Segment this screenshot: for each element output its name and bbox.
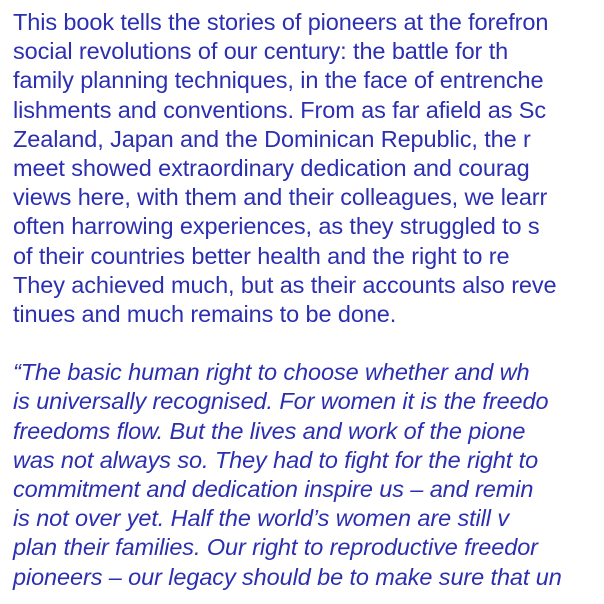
quote-paragraph	[13, 358, 604, 592]
text-line: often harrowing experiences, as they struggled to s	[13, 213, 540, 240]
text-line: views here, with them and their colleagues, we learr	[13, 184, 548, 211]
document-page	[13, 8, 604, 592]
text-line: tinues and much remains to be done.	[13, 301, 397, 328]
quote-line: commitment and dedication inspire us – and remin	[13, 476, 534, 503]
text-line: family planning techniques, in the face of entrenche	[13, 67, 544, 94]
text-line: meet showed extraordinary dedication and courag	[13, 155, 530, 182]
quote-line: pioneers – our legacy should be to make sure that un	[13, 563, 562, 590]
text-line: lishments and conventions. From as far afield as Sc	[13, 96, 547, 123]
quote-line: freedoms flow. But the lives and work of the pione	[13, 417, 526, 444]
text-line: They achieved much, but as their accounts also reve	[13, 271, 557, 298]
quote-line: “The basic human right to choose whether and wh	[13, 359, 530, 386]
text-line: Zealand, Japan and the Dominican Republic, the r	[13, 125, 531, 152]
quote-line: is universally recognised. For women it is the freedo	[13, 388, 549, 415]
paragraph-gap	[13, 329, 604, 358]
quote-line: was not always so. They had to fight for the right to	[13, 446, 539, 473]
text-line: of their countries better health and the right to re	[13, 242, 510, 269]
text-line: This book tells the stories of pioneers at the forefron	[13, 9, 549, 35]
intro-paragraph	[13, 8, 604, 329]
text-line: social revolutions of our century: the battle for th	[13, 38, 509, 65]
quote-line: plan their families. Our right to reproductive freedor	[13, 534, 538, 561]
quote-line: is not over yet. Half the world’s women are still v	[13, 505, 509, 532]
